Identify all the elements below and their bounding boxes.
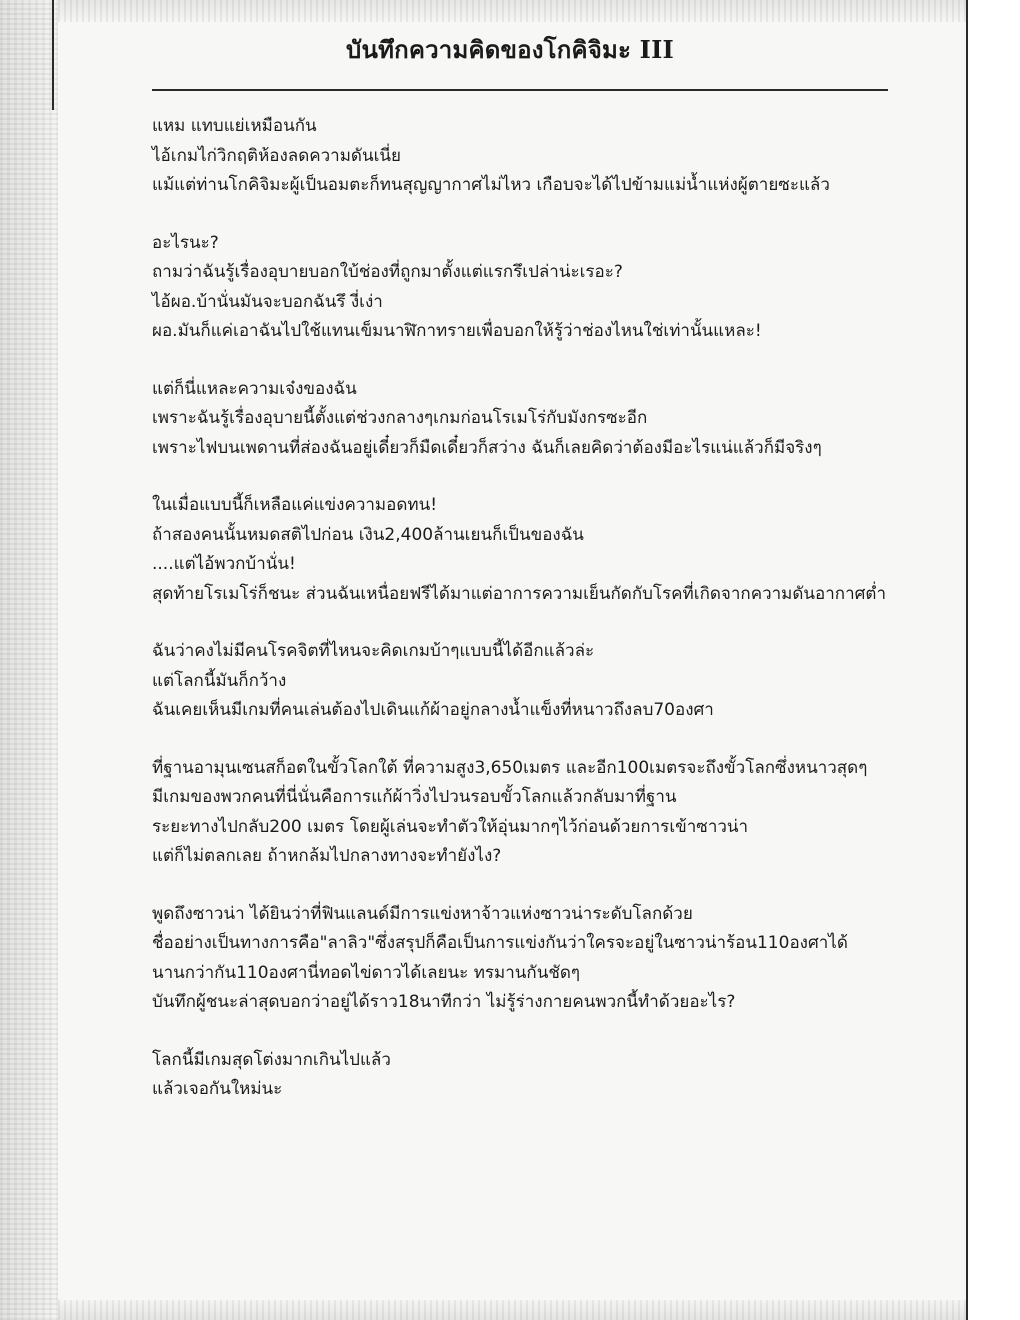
text-line: ชื่ออย่างเป็นทางการคือ"ลาลิว"ซึ่งสรุปก็คือเป็นการแข่งกันว่าใครจะอยู่ในซาวน่าร้อน110องศาได้ <box>152 933 848 953</box>
text-line: ผอ.มันก็แค่เอาฉันไปใช้แทนเข็มนาฬิกาทรายเพื่อบอกให้รู้ว่าช่องไหนใช่เท่านั้นแหละ! <box>152 321 762 341</box>
text-line: ไอ้เกมไก่วิกฤติห้องลดความดันเนี่ย <box>152 145 401 166</box>
text-line: ฉันว่าคงไม่มีคนโรคจิตที่ไหนจะคิดเกมบ้าๆแบบนี้ได้อีกแล้วล่ะ <box>152 641 595 661</box>
scan-top-edge <box>58 0 966 22</box>
paragraph-8 <box>152 1046 952 1105</box>
diary-body <box>152 112 952 1133</box>
text-line: แต่ก็นี่แหละความเจ๋งของฉัน <box>152 378 357 399</box>
text-line: ในเมื่อแบบนี้ก็เหลือแค่แข่งความอดทน! <box>152 495 438 515</box>
text-line: ถ้าสองคนนั้นหมดสติไปก่อน เงิน2,400ล้านเยนก็เป็นของฉัน <box>152 524 584 545</box>
text-line: แต่ก็ไม่ตลกเลย ถ้าหกล้มไปกลางทางจะทำยังไง? <box>152 846 502 866</box>
paragraph-5 <box>152 637 952 726</box>
scan-left-margin <box>0 0 58 1320</box>
text-line: แล้วเจอกันใหม่นะ <box>152 1079 283 1099</box>
paragraph-3 <box>152 375 952 464</box>
text-line: เพราะไฟบนเพดานที่ส่องฉันอยู่เดี๋ยวก็มืดเดี๋ยวก็สว่าง ฉันก็เลยคิดว่าต้องมีอะไรแน่แล้วก็มีจริงๆ <box>152 437 822 458</box>
title-underline <box>152 89 888 91</box>
text-line: แหม แทบแย่เหมือนกัน <box>152 116 317 136</box>
paragraph-2 <box>152 229 952 347</box>
text-line: แต่โลกนี้มันก็กว้าง <box>152 670 287 691</box>
text-line: สุดท้ายโรเมโร่ก็ชนะ ส่วนฉันเหนื่อยฟรีได้มาแต่อาการความเย็นกัดกับโรคที่เกิดจากความดันอากาศต่ำ <box>152 583 887 604</box>
text-line: แม้แต่ท่านโกคิจิมะผู้เป็นอมตะก็ทนสุญญากาศไม่ไหว เกือบจะได้ไปข้ามแม่น้ำแห่งผู้ตายซะแล้ว <box>152 175 830 195</box>
paragraph-1 <box>152 112 952 201</box>
scan-bottom-edge <box>58 1300 966 1320</box>
text-line: พูดถึงซาวน่า ได้ยินว่าที่ฟินแลนด์มีการแข่งหาจ้าวแห่งซาวน่าระดับโลกด้วย <box>152 903 693 924</box>
text-line: อะไรนะ? <box>152 232 219 253</box>
text-line: นานกว่ากัน110องศานี่ทอดไข่ดาวได้เลยนะ ทรมานกันชัดๆ <box>152 962 581 983</box>
text-line: โลกนี้มีเกมสุดโต่งมากเกินไปแล้ว <box>152 1049 391 1070</box>
page-title: บันทึกความคิดของโกคิจิมะ III <box>346 35 674 64</box>
text-line: ที่ฐานอามุนเซนสก็อตในขั้วโลกใต้ ที่ความสูง3,650เมตร และอีก100เมตรจะถึงขั้วโลกซึ่งหนาวสุดๆ <box>152 757 868 778</box>
text-line: ถามว่าฉันรู้เรื่องอุบายบอกใบ้ช่องที่ถูกมาตั้งแต่แรกรึเปล่าน่ะเรอะ? <box>152 262 623 282</box>
text-line: เพราะฉันรู้เรื่องอุบายนี้ตั้งแต่ช่วงกลางๆเกมก่อนโรเมโร่กับมังกรซะอีก <box>152 408 648 428</box>
left-border-line <box>52 0 54 110</box>
paragraph-6 <box>152 754 952 872</box>
paragraph-4 <box>152 491 952 609</box>
text-line: มีเกมของพวกคนที่นี่นั่นคือการแก้ผ้าวิ่งไปวนรอบขั้วโลกแล้วกลับมาที่ฐาน <box>152 787 677 807</box>
right-white-margin <box>968 0 1020 1320</box>
text-line: ....แต่ไอ้พวกบ้านั่น! <box>152 554 296 574</box>
text-line: ระยะทางไปกลับ200 เมตร โดยผู้เล่นจะทำตัวให้อุ่นมากๆไว้ก่อนด้วยการเข้าซาวน่า <box>152 816 749 837</box>
text-line: ฉันเคยเห็นมีเกมที่คนเล่นต้องไปเดินแก้ผ้าอยู่กลางน้ำแข็งที่หนาวถึงลบ70องศา <box>152 700 714 720</box>
text-line: บันทึกผู้ชนะล่าสุดบอกว่าอยู่ได้ราว18นาทีกว่า ไม่รู้ร่างกายคนพวกนี้ทำด้วยอะไร? <box>152 992 736 1012</box>
text-line: ไอ้ผอ.บ้านั่นมันจะบอกฉันรึ งี่เง่า <box>152 291 383 312</box>
paragraph-7 <box>152 900 952 1018</box>
